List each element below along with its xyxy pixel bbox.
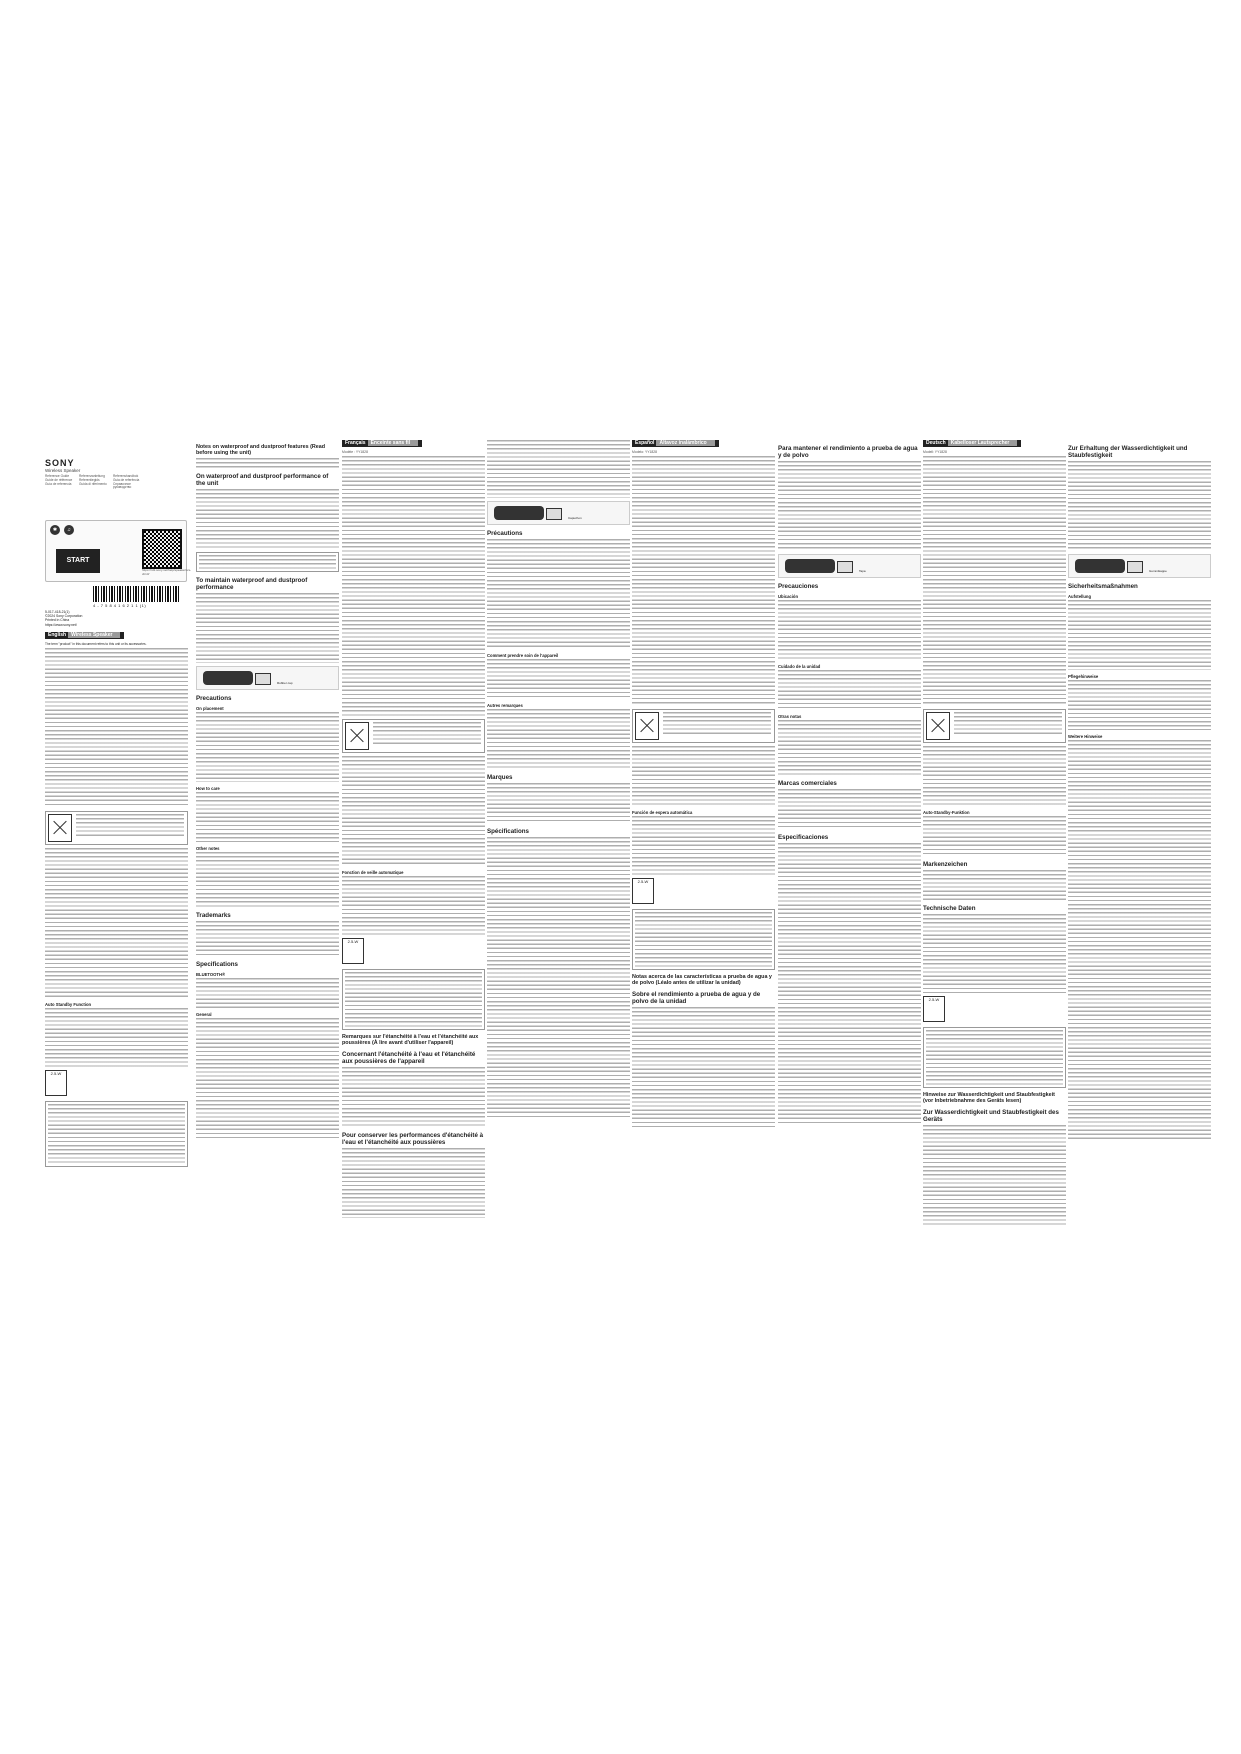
product-name: Wireless Speaker bbox=[45, 468, 81, 473]
german-safety-heading: Sicherheitsmaßnahmen bbox=[1068, 583, 1138, 590]
doc-number: 5-017-418-21(1) bbox=[45, 610, 70, 614]
maintain-heading: To maintain waterproof and dustproof performance bbox=[196, 577, 308, 591]
german-recycling-box bbox=[923, 709, 1066, 743]
spanish-model: Modelo: YY1828 bbox=[632, 450, 658, 454]
start-box bbox=[45, 520, 192, 582]
lang-bar-french: Français Enceinte sans fil bbox=[342, 440, 422, 447]
gear-icon: ✱ bbox=[50, 525, 60, 535]
column-spanish-1 bbox=[632, 440, 775, 1580]
guide-titles bbox=[45, 475, 185, 490]
waterproof-notes-heading: Notes on waterproof and dustproof features (Read before using the unit) bbox=[196, 444, 326, 456]
column-spanish-2 bbox=[778, 440, 921, 1580]
spanish-speaker-figure bbox=[778, 554, 921, 578]
french-cap-label: Capuchon bbox=[568, 516, 582, 520]
start-label: START bbox=[56, 549, 100, 573]
column-english-2 bbox=[196, 440, 339, 1580]
specifications-heading: Specifications bbox=[196, 961, 238, 968]
german-other-heading: Weitere Hinweise bbox=[1068, 734, 1103, 739]
sony-url: https://www.sony.net/ bbox=[45, 622, 77, 627]
german-maintain-heading: Zur Erhaltung der Wasserdichtigkeit und Staubfestigkeit bbox=[1068, 445, 1188, 459]
spanish-recycling-box bbox=[632, 709, 775, 743]
french-conserve-heading-2: Pour conserver les performances d'étanchéité à l'eau et l'étanchéité aux poussières bbox=[342, 1132, 484, 1147]
spanish-specifications-heading: Especificaciones bbox=[778, 834, 829, 841]
french-conserve-heading: Concernant l'étanchéité à l'eau et l'étanchéité aux poussières de l'appareil bbox=[342, 1051, 476, 1066]
title-4: Referenzanleitung bbox=[79, 474, 105, 478]
document-meta bbox=[45, 610, 82, 627]
speaker-figure bbox=[196, 666, 339, 690]
warning-paragraphs bbox=[45, 648, 188, 808]
ce-mark-icon: 2.5-W bbox=[45, 1070, 67, 1096]
title-9: Справочное руководство bbox=[113, 481, 132, 490]
spanish-warning-heading: Notas acerca de las características a prueba de agua y de polvo (Léalo antes de utilizar la unidad) bbox=[632, 974, 772, 987]
column-german-2 bbox=[1068, 440, 1211, 1580]
german-specifications-heading: Technische Daten bbox=[923, 905, 976, 913]
french-specifications-heading: Spécifications bbox=[487, 828, 529, 835]
spanish-placement-heading: Ubicación bbox=[778, 594, 799, 599]
french-precautions-heading: Précautions bbox=[487, 530, 523, 537]
column-german-1 bbox=[923, 440, 1066, 1580]
german-perf-heading: Zur Wasserdichtigkeit und Staubfestigkeit des Geräts bbox=[923, 1109, 1059, 1124]
other-notes-heading: Other notes bbox=[196, 846, 220, 851]
column-english-1 bbox=[45, 632, 188, 1572]
lang-bar-spanish: Español Altavoz inalámbrico bbox=[632, 440, 719, 447]
french-model: Modèle : YY1828 bbox=[342, 450, 368, 454]
spanish-maintain-heading: Para mantener el rendimiento a prueba de agua y de polvo bbox=[778, 445, 918, 459]
auto-standby-heading: Auto Standby Function bbox=[45, 1002, 92, 1008]
french-auto-standby-heading: Fonction de veille automatique bbox=[342, 870, 404, 876]
barcode bbox=[93, 586, 179, 602]
rubber-cap-label: Rubber cap bbox=[277, 681, 293, 685]
german-trademarks-heading: Markenzeichen bbox=[923, 861, 968, 869]
title-6: Guida di riferimento bbox=[79, 481, 107, 486]
title-7: Referenshandbok bbox=[113, 474, 139, 478]
general-heading: General bbox=[196, 1012, 212, 1017]
ce-mark-icon: 2.5-W bbox=[342, 938, 364, 964]
music-icon: ♫ bbox=[64, 525, 74, 535]
brand-logo: SONY bbox=[45, 458, 75, 468]
barcode-number: 4 - 7 5 8 4 1 6 2 1 1 (1) bbox=[93, 603, 147, 608]
title-2: Guide de référence bbox=[45, 477, 73, 482]
weee-bin-icon bbox=[345, 722, 369, 750]
title-8: Guia de referência bbox=[113, 477, 140, 482]
german-warning-heading: Hinweise zur Wasserdichtigkeit und Staubfestigkeit (vor Inbetriebnahme des Geräts lesen) bbox=[923, 1092, 1055, 1105]
lang-bar-english: English Wireless Speaker bbox=[45, 632, 124, 639]
weee-bin-icon bbox=[48, 814, 72, 842]
lang-bar-german: Deutsch Kabelloser Lautsprecher bbox=[923, 440, 1021, 447]
german-placement-heading: Aufstellung bbox=[1068, 594, 1092, 599]
qr-url: https://rd1.sony.net/help/speaker/srs-xb13/ bbox=[142, 568, 192, 576]
recycling-box bbox=[45, 811, 188, 845]
bluetooth-heading: BLUETOOTH® bbox=[196, 972, 226, 977]
french-speaker-figure bbox=[487, 501, 630, 525]
german-speaker-figure bbox=[1068, 554, 1211, 578]
german-cap-label: Gummikappe bbox=[1149, 569, 1167, 573]
placement-heading: On placement bbox=[196, 706, 224, 711]
ce-mark-icon: 2.5-W bbox=[632, 878, 654, 904]
title-5: Referentiegids bbox=[79, 477, 100, 482]
french-cleaning-heading: Comment prendre soin de l'appareil bbox=[487, 653, 559, 658]
spanish-other-heading: Otras notas bbox=[778, 714, 802, 719]
printed-in: Printed in China bbox=[45, 618, 70, 623]
waterproof-performance-heading: On waterproof and dustproof performance of the unit bbox=[196, 473, 329, 487]
spanish-precautions-heading: Precauciones bbox=[778, 583, 819, 590]
notice-box bbox=[45, 1101, 188, 1167]
ce-mark-icon: 2.5-W bbox=[923, 996, 945, 1022]
copyright: ©2024 Sony Corporation bbox=[45, 614, 83, 619]
tap-label: Tapa bbox=[859, 569, 866, 573]
german-model: Modell: YY1828 bbox=[923, 450, 947, 454]
french-recycling-box bbox=[342, 719, 485, 753]
column-french-1 bbox=[342, 440, 485, 1580]
french-other-heading: Autres remarques bbox=[487, 703, 523, 708]
french-trademarks-heading: Marques bbox=[487, 774, 513, 781]
german-auto-standby-heading: Auto-Standby-Funktion bbox=[923, 810, 970, 816]
care-heading: How to care bbox=[196, 786, 220, 791]
spanish-trademarks-heading: Marcas comerciales bbox=[778, 780, 837, 787]
intro-text: The term "product" in this document refers to this unit or its accessories. bbox=[45, 642, 147, 646]
title-1: Reference Guide bbox=[45, 474, 70, 478]
french-warning-heading: Remarques sur l'étanchéité à l'eau et l'étanchéité aux poussières (À lire avant d'utiliser l'appareil) bbox=[342, 1034, 479, 1047]
column-french-2 bbox=[487, 440, 630, 1580]
title-3: Guía de referencia bbox=[45, 481, 72, 486]
spanish-cleaning-heading: Cuidado de la unidad bbox=[778, 664, 821, 669]
precautions-heading: Precautions bbox=[196, 695, 232, 702]
spanish-auto-standby-heading: Función de espera automática bbox=[632, 810, 693, 816]
qr-code bbox=[142, 529, 182, 569]
german-care-heading: Pflegehinweise bbox=[1068, 674, 1099, 679]
weee-bin-icon bbox=[926, 712, 950, 740]
trademarks-heading: Trademarks bbox=[196, 912, 231, 919]
spanish-perf-heading: Sobre el rendimiento a prueba de agua y de polvo de la unidad bbox=[632, 991, 761, 1006]
weee-bin-icon bbox=[635, 712, 659, 740]
